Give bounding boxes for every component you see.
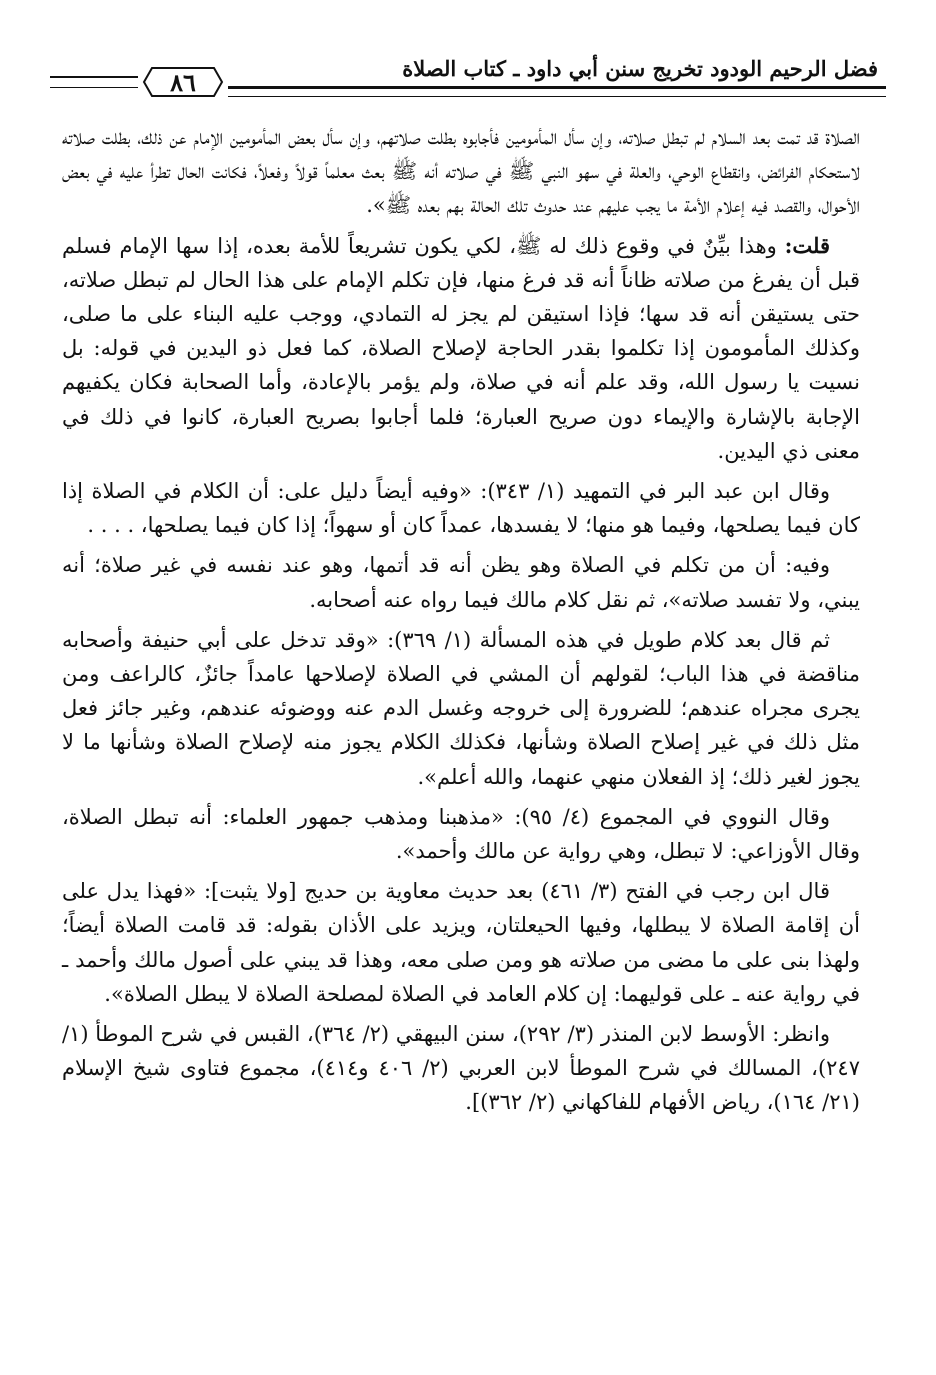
page-number-badge [142,66,224,98]
paragraph-text: وقال النووي في المجموع (٤/ ٩٥): «مذهبنا ومذهب جمهور العلماء: أنه تبطل الصلاة، وقال الأوزاعي: لا تبطل، وهي رواية عن مالك وأحمد». [62,804,860,864]
paragraph-text: قال ابن رجب في الفتح (٣/ ٤٦١) بعد حديث معاوية بن حديج [ولا يثبت]: «فهذا يدل على أن إقامة الصلاة لا يبطلها، وفيها الحيعلتان، ويزيد على الأذان بقوله: قد قامت الصلاة أيضاً؛ ولهذا بنى على ما مضى من صلاته هو ومن صلى معه، وهذا قد يبني على أصول مالك وأحمد ـ في رواية عنه ـ على قوليهما: إن كلام العامد في الصلاة لمصلحة الصلاة لا يبطل الصلاة». [62,879,860,1006]
running-title: فضل الرحيم الودود تخريج سنن أبي داود ـ كتاب الصلاة [402,56,878,81]
page-number: ٨٦ [170,67,196,97]
paragraph-lead: قلت: [784,232,830,258]
paragraph-5 [62,623,860,794]
paragraph-text: وهذا بيِّنٌ في وقوع ذلك له ﷺ، لكي يكون تشريعاً للأمة بعده، إذا سها الإمام فسلم قبل أن يفرغ من صلاته ظاناً أنه قد فرغ منها، فإن تكلم الإمام على هذا الحال لم تبطل صلاته، حتى يستيقن أنه قد سها؛ فإذا استيقن لم يجز له التمادي، ووجب عليه البناء على ما صلى، وكذلك المأمومون إذا تكلموا بقدر الحاجة لإصلاح الصلاة، كما فعل ذو اليدين في قوله: بل نسيت يا رسول الله، وقد علم أنه في صلاة، ولم يؤمر بالإعادة، وأما الصحابة فكان يكفيهم الإجابة بالإشارة والإيماء دون صريح العبارة؛ فلما أجابوا بصريح العبارة، كانوا في ذلك في معنى ذي اليدين. [62,233,860,463]
paragraph-text: وفيه: أن من تكلم في الصلاة وهو يظن أنه قد أتمها، وهو عند نفسه في غير صلاة؛ أنه يبني، ولا تفسد صلاته»، ثم نقل كلام مالك فيما رواه عنه أصحابه. [62,553,860,612]
paragraph-7 [62,874,860,1011]
paragraph-8 [62,1017,860,1120]
paragraph-6 [62,800,860,868]
paragraph-3 [62,474,860,542]
page-header [50,52,886,112]
header-rule-right [228,86,886,97]
header-rule-left [50,76,138,88]
paragraph-1 [62,120,860,223]
paragraph-2 [62,229,860,468]
paragraph-text: الصلاة قد تمت بعد السلام لم تبطل صلاته، وإن سأل المأمومين فأجابوه بطلت صلاتهم، وإن سأل بعض المأمومين الإمام عن ذلك، بطلت صلاته لاستحكام الفرائض، وانقطاع الوحي، والعلة في سهو النبي ﷺ في صلاته أنه ﷺ بعث معلماً قولاً وفعلاً، فكانت الحال تطرأ عليه في بعض الأحوال، والقصد فيه إعلام الأمة ما يجب عليهم عند حدوث تلك الحالة بهم بعده ﷺ». [62,125,860,218]
paragraph-4 [62,548,860,616]
paragraph-text: وقال ابن عبد البر في التمهيد (١/ ٣٤٣): «وفيه أيضاً دليل على: أن الكلام في الصلاة إذا كان فيما يصلحها، وفيما هو منها؛ لا يفسدها، عمداً كان أو سهواً؛ إذا كان فيما يصلحها، . . . . [62,479,860,538]
page-body [62,120,860,1126]
paragraph-text: وانظر: الأوسط لابن المنذر (٣/ ٢٩٢)، سنن البيهقي (٢/ ٣٦٤)، القبس في شرح الموطأ (١/ ٢٤٧)، المسالك في شرح الموطأ لابن العربي (٢/ ٤٠٦ و٤١٤)، مجموع فتاوى شيخ الإسلام (٢١/ ١٦٤)، رياض الأفهام للفاكهاني (٢/ ٣٦٢)]. [62,1022,860,1115]
paragraph-text: ثم قال بعد كلام طويل في هذه المسألة (١/ ٣٦٩): «وقد تدخل على أبي حنيفة وأصحابه مناقضة في هذا الباب؛ لقولهم أن المشي في الصلاة لإصلاحها عامداً جائزٌ، كالراعف ومن يجرى مجراه عندهم؛ للضرورة إلى خروجه وغسل الدم عنه ووضوئه عندهم، وغير جائز فعل مثل ذلك في غير إصلاح الصلاة وشأنها، فكذلك الكلام يجوز منه لإصلاح الصلاة وشأنها ما لا يجوز لغير ذلك؛ إذ الفعلان منهي عنهما، والله أعلم». [62,627,860,789]
